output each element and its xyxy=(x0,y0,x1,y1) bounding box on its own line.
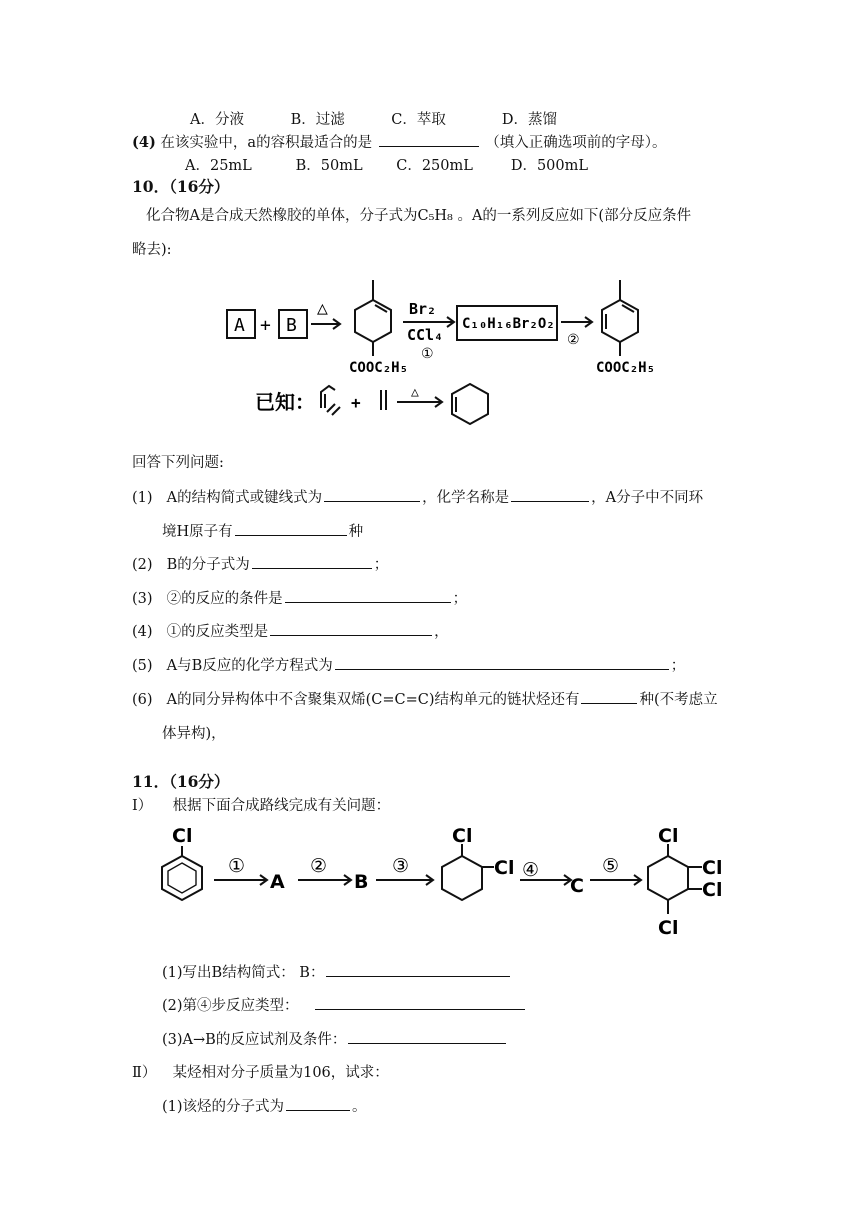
step-4-label: ④ xyxy=(522,859,540,881)
q10-item-6 xyxy=(132,688,718,709)
chloro-label: Cl xyxy=(658,825,679,847)
answer-blank[interactable] xyxy=(315,995,525,1010)
item-number: (2) xyxy=(132,557,153,573)
heat-triangle: △ xyxy=(317,298,328,319)
part-text: 根据下面合成路线完成有关问题： xyxy=(172,798,391,814)
sub-text: (1)写出B结构简式： B： xyxy=(162,965,325,981)
reagent-ccl4: CCl₄ xyxy=(407,326,444,344)
option-b: B．过滤 xyxy=(290,112,345,128)
q10-item-4 xyxy=(132,620,449,641)
option-c: C．萃取 xyxy=(391,112,446,128)
q10-heading: 10．（16分） xyxy=(132,177,230,196)
q9-part4-number: (4) xyxy=(132,134,156,151)
answer-blank[interactable] xyxy=(511,487,589,502)
known-label: 已知： xyxy=(255,390,315,414)
item-number: (4) xyxy=(132,624,153,640)
ester-group-1: COOC₂H₅ xyxy=(349,360,409,376)
answer-blank[interactable] xyxy=(235,521,347,536)
q11-sub3 xyxy=(162,1028,508,1049)
sub-text: 。 xyxy=(352,1099,367,1115)
step-2-label: ② xyxy=(567,332,580,348)
item-text: A的结构简式或键线式为 xyxy=(166,490,323,506)
item-text: 境H原子有 xyxy=(162,524,233,540)
q11-sub4 xyxy=(162,1095,367,1116)
answer-blank[interactable] xyxy=(326,962,510,977)
q10-item-1-line2 xyxy=(162,520,363,541)
option-b: B．50mL xyxy=(295,158,363,174)
known-plus: + xyxy=(351,393,361,412)
option-d: D．蒸馏 xyxy=(501,112,557,128)
q9-part4-options xyxy=(185,154,588,175)
item-text: ； xyxy=(670,658,686,674)
part-label: Ⅰ） xyxy=(132,798,153,814)
q10-item-1 xyxy=(132,486,703,507)
item-text: B的分子式为 xyxy=(166,557,250,573)
chloro-label: Cl xyxy=(658,917,679,939)
q10-reaction-scheme xyxy=(215,272,705,432)
item-text: ，A分子中不同环 xyxy=(591,490,704,506)
q10-item-5 xyxy=(132,654,685,675)
option-c: C．250mL xyxy=(396,158,473,174)
chloro-label: Cl xyxy=(452,825,473,847)
answer-blank[interactable] xyxy=(335,655,669,670)
item-text: 种 xyxy=(348,524,364,540)
ester-group-2: COOC₂H₅ xyxy=(596,360,656,376)
q11-part2 xyxy=(132,1061,389,1082)
item-text: ①的反应类型是 xyxy=(166,624,269,640)
item-text: A的同分异构体中不含聚集双烯(C=C=C)结构单元的链状烃还有 xyxy=(166,692,580,708)
item-text: 种(不考虑立 xyxy=(639,692,718,708)
q11-synthesis-route xyxy=(150,822,740,946)
sub-text: (1)该烃的分子式为 xyxy=(162,1099,285,1115)
q11-sub1 xyxy=(162,961,512,982)
q9-separation-options xyxy=(190,108,557,129)
item-number: (3) xyxy=(132,591,153,607)
chloro-label: Cl xyxy=(172,825,193,847)
q9-part4-blank[interactable] xyxy=(379,132,479,147)
item-number: (6) xyxy=(132,692,153,708)
q10-item-6-line2: 体异构)， xyxy=(162,726,226,742)
part-text: 某烃相对分子质量为106，试求： xyxy=(172,1065,389,1081)
tetrachlorocyclohexane-ring xyxy=(648,856,688,900)
compound-a-label: A xyxy=(270,871,285,893)
item-number: (1) xyxy=(132,490,153,506)
cyclohexadiene-ring xyxy=(602,300,638,342)
compound-c-label: C xyxy=(570,875,584,897)
item-text: ； xyxy=(373,557,389,573)
answer-blank[interactable] xyxy=(348,1029,506,1044)
q10-answer-prompt: 回答下列问题: xyxy=(132,455,224,471)
cyclohexene-ring-2 xyxy=(452,384,488,424)
option-d: D．500mL xyxy=(510,158,589,174)
q10-item-2 xyxy=(132,553,388,574)
item-text: ②的反应的条件是 xyxy=(166,591,283,607)
step-1-label: ① xyxy=(228,855,246,877)
item-number: (5) xyxy=(132,658,153,674)
step-5-label: ⑤ xyxy=(602,855,620,877)
dichlorocyclohexane-ring xyxy=(442,856,482,900)
chloro-label: Cl xyxy=(702,879,723,901)
item-text: A与B反应的化学方程式为 xyxy=(166,658,333,674)
step-2-label: ② xyxy=(310,855,328,877)
q9-part4 xyxy=(132,131,667,152)
q11-part1 xyxy=(132,794,390,815)
compound-b-label: B xyxy=(354,871,369,893)
sub-text: (2)第④步反应类型： xyxy=(162,998,299,1014)
answer-blank[interactable] xyxy=(252,554,372,569)
q9-part4-text: 在该实验中，a的容积最适合的是 xyxy=(160,135,373,151)
q10-intro-line2: 略去): xyxy=(132,242,172,258)
item-text: ； xyxy=(452,591,468,607)
item-text: ， xyxy=(434,624,449,640)
reagent-br2: Br₂ xyxy=(409,300,437,318)
known-heat-triangle: △ xyxy=(411,385,419,400)
intermediate-formula: C₁₀H₁₆Br₂O₂ xyxy=(462,316,555,332)
box-a-label: A xyxy=(234,315,245,336)
option-a: A．分液 xyxy=(190,112,244,128)
cyclohexene-ring-1 xyxy=(355,300,391,342)
sub-text: (3)A→B的反应试剂及条件： xyxy=(162,1032,347,1048)
answer-blank[interactable] xyxy=(581,689,637,704)
answer-blank[interactable] xyxy=(286,1096,350,1111)
chloro-label: Cl xyxy=(702,857,723,879)
box-b-label: B xyxy=(286,315,297,336)
q11-heading: 11．（16分） xyxy=(132,772,230,791)
step-3-label: ③ xyxy=(392,855,410,877)
q11-sub2 xyxy=(162,994,527,1015)
step-1-label: ① xyxy=(421,346,434,362)
item-text: ，化学名称是 xyxy=(422,490,510,506)
q10-intro-line1: 化合物A是合成天然橡胶的单体，分子式为C₅H₈ 。A的一系列反应如下(部分反应条件 xyxy=(146,208,692,224)
answer-blank[interactable] xyxy=(270,621,432,636)
q9-part4-text-after: （填入正确选项前的字母）。 xyxy=(485,135,667,151)
q10-item-3 xyxy=(132,587,467,608)
part-label: Ⅱ） xyxy=(132,1065,157,1081)
chloro-label: Cl xyxy=(494,857,515,879)
plus-sign: + xyxy=(260,315,271,336)
option-a: A．25mL xyxy=(185,158,252,174)
answer-blank[interactable] xyxy=(324,487,420,502)
answer-blank[interactable] xyxy=(285,588,451,603)
